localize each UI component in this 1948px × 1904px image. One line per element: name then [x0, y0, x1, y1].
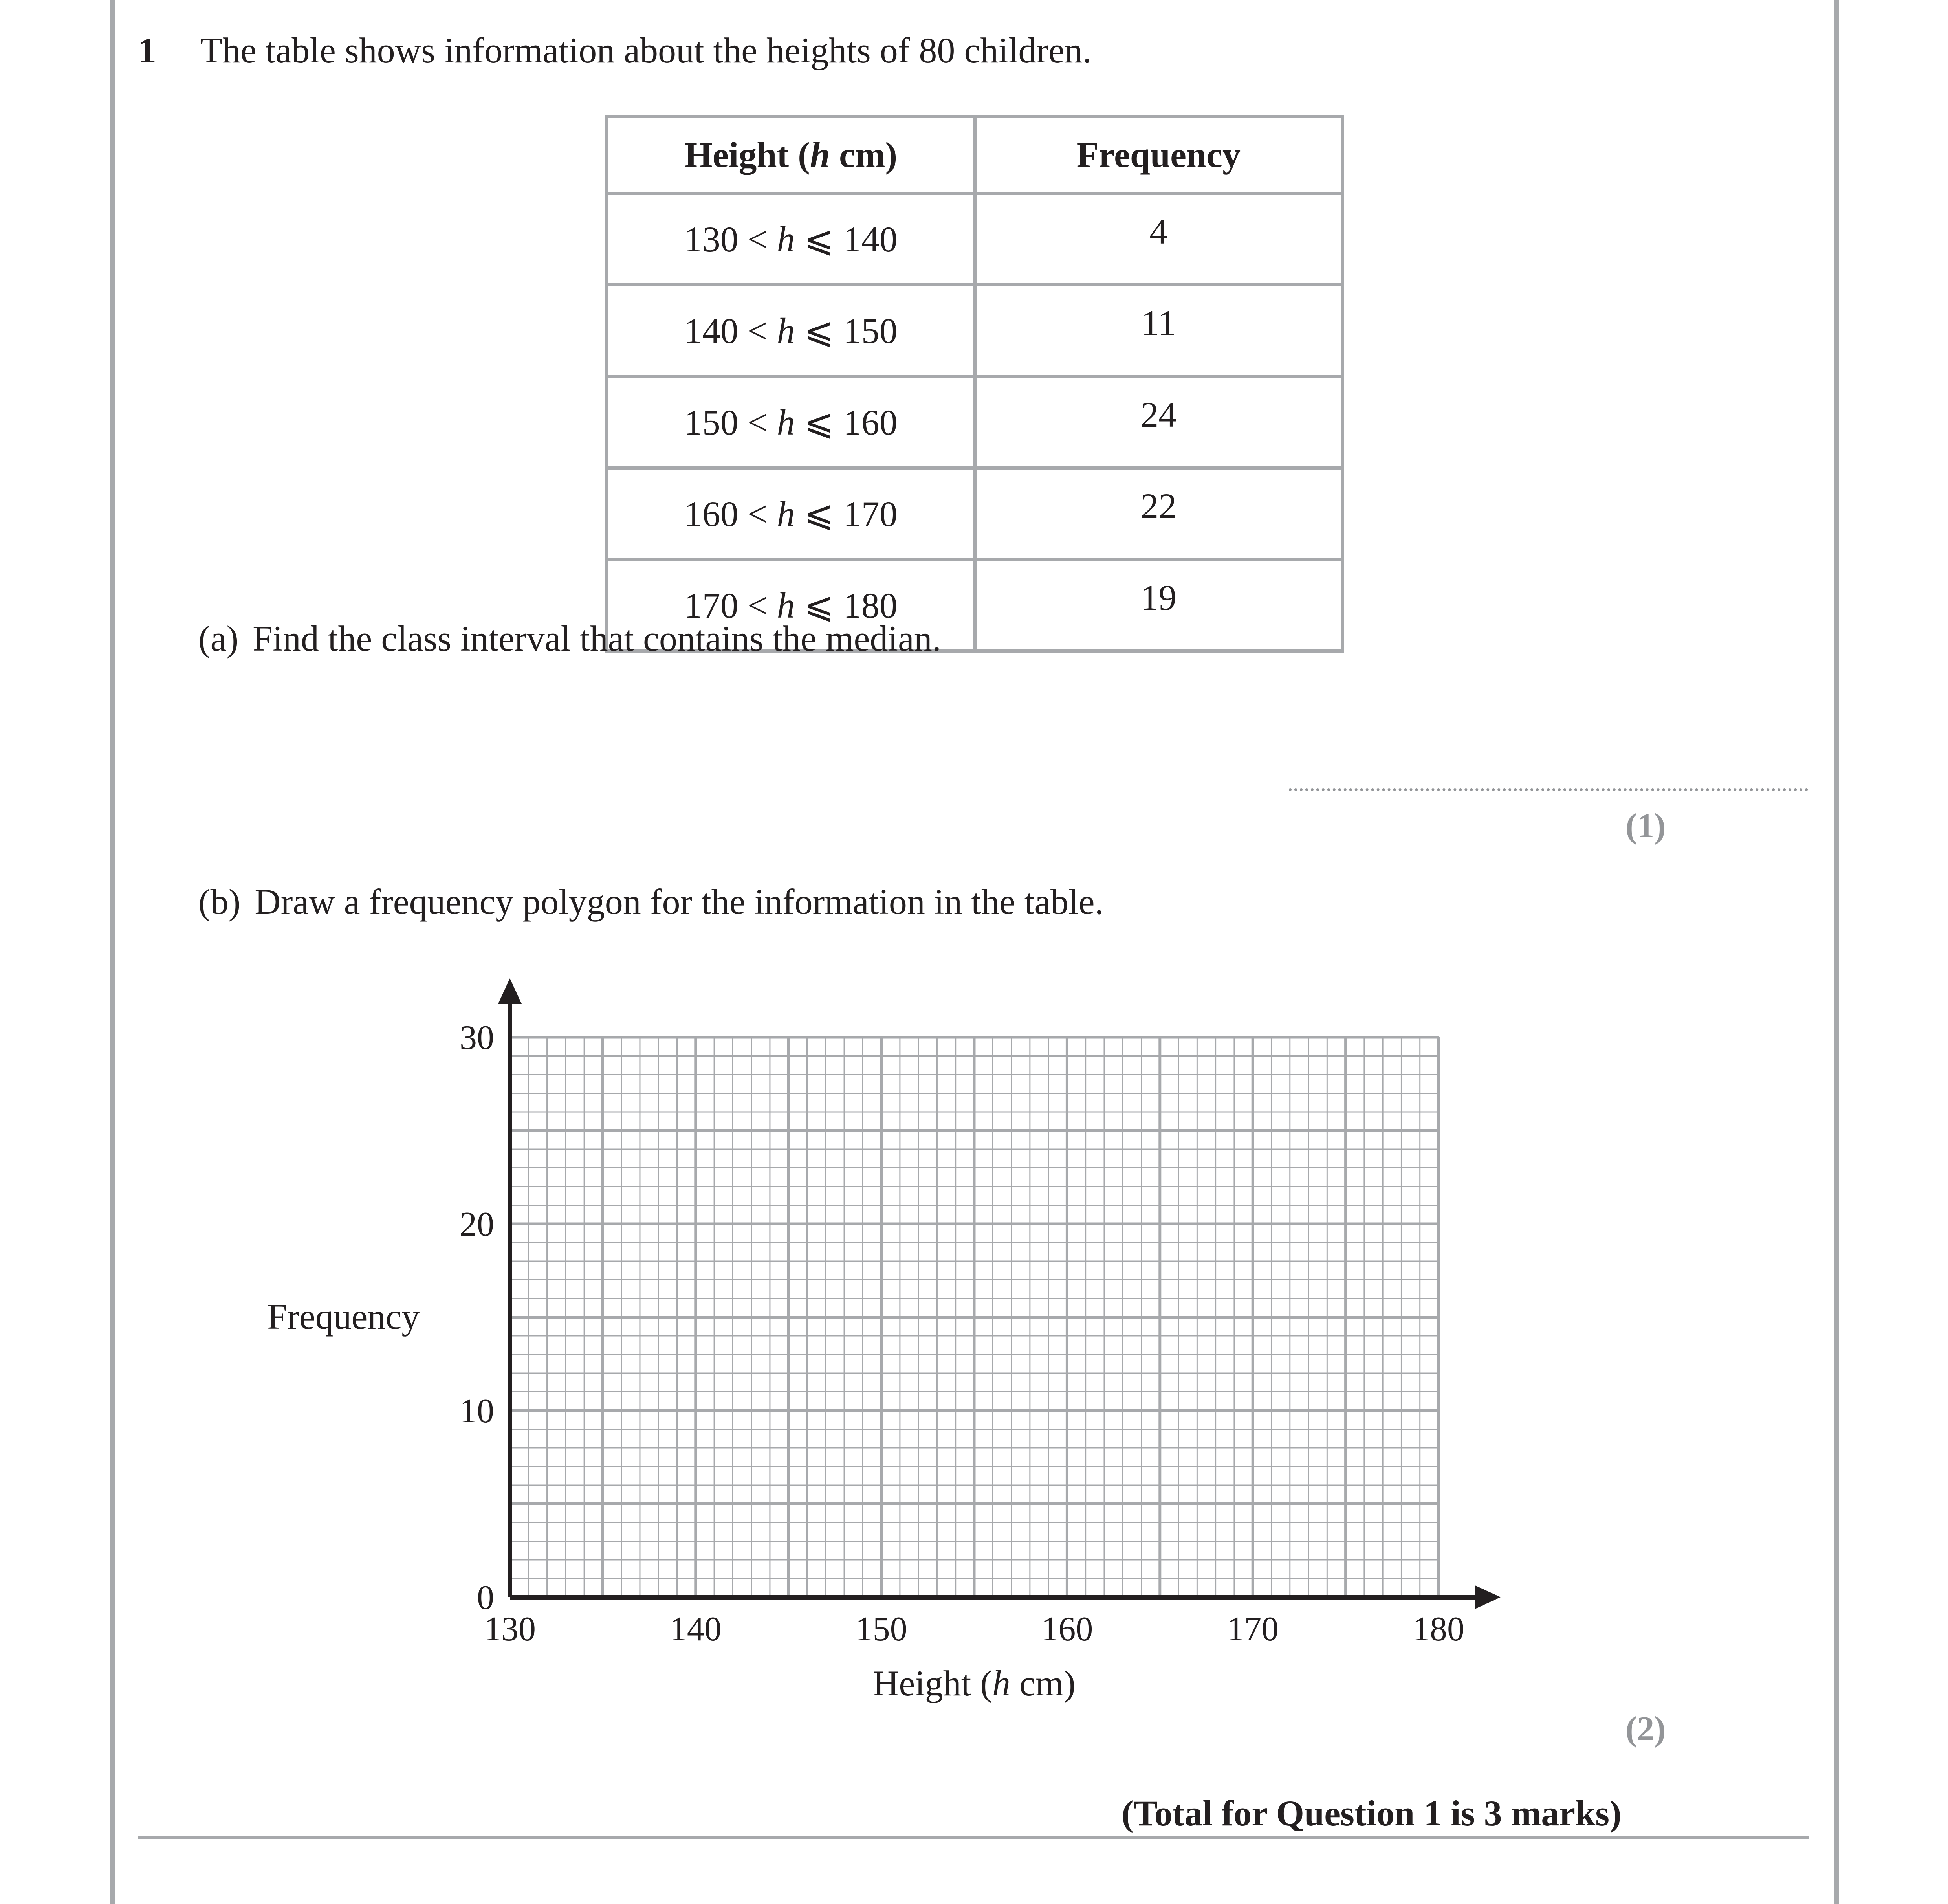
frequency-cell: 4	[975, 193, 1342, 285]
x-tick-label: 150	[855, 1610, 907, 1648]
frequency-cell: 24	[975, 376, 1342, 468]
question-number: 1	[138, 30, 156, 70]
x-tick-label: 130	[484, 1610, 536, 1648]
y-tick-label: 20	[460, 1205, 494, 1244]
bottom-rule	[138, 1836, 1809, 1839]
part-b-marks: (2)	[1625, 1710, 1666, 1748]
frequency-cell: 11	[975, 285, 1342, 376]
part-a-text: Find the class interval that contains the median.	[253, 618, 941, 659]
class-interval: 150 < h ⩽ 160	[607, 376, 975, 468]
part-a-marks: (1)	[1625, 807, 1666, 845]
class-interval: 130 < h ⩽ 140	[607, 193, 975, 285]
header-height: Height (h cm)	[607, 116, 975, 193]
header-frequency: Frequency	[975, 116, 1342, 193]
x-axis-arrow	[1475, 1585, 1501, 1609]
class-interval: 160 < h ⩽ 170	[607, 468, 975, 559]
frequency-cell: 22	[975, 468, 1342, 559]
x-tick-label: 160	[1041, 1610, 1093, 1648]
y-axis-arrow	[498, 978, 522, 1004]
x-tick-label: 180	[1413, 1610, 1464, 1648]
class-interval: 140 < h ⩽ 150	[607, 285, 975, 376]
y-tick-label: 0	[477, 1579, 494, 1617]
class-interval: 170 < h ⩽ 180	[607, 559, 975, 651]
y-tick-label: 10	[460, 1392, 494, 1430]
part-a-label: (a)	[198, 618, 239, 659]
y-tick-label: 30	[460, 1019, 494, 1057]
y-axis-label: Frequency	[267, 1297, 420, 1337]
frequency-cell: 19	[975, 559, 1342, 651]
part-b-label: (b)	[198, 882, 241, 922]
x-axis-label: Height (h cm)	[872, 1663, 1076, 1703]
total-marks: (Total for Question 1 is 3 marks)	[1122, 1793, 1622, 1833]
part-b-text: Draw a frequency polygon for the information in the table.	[255, 882, 1104, 922]
x-tick-label: 140	[669, 1610, 722, 1648]
question-stem: The table shows information about the heights of 80 children.	[200, 30, 1092, 70]
x-tick-label: 170	[1227, 1610, 1279, 1648]
